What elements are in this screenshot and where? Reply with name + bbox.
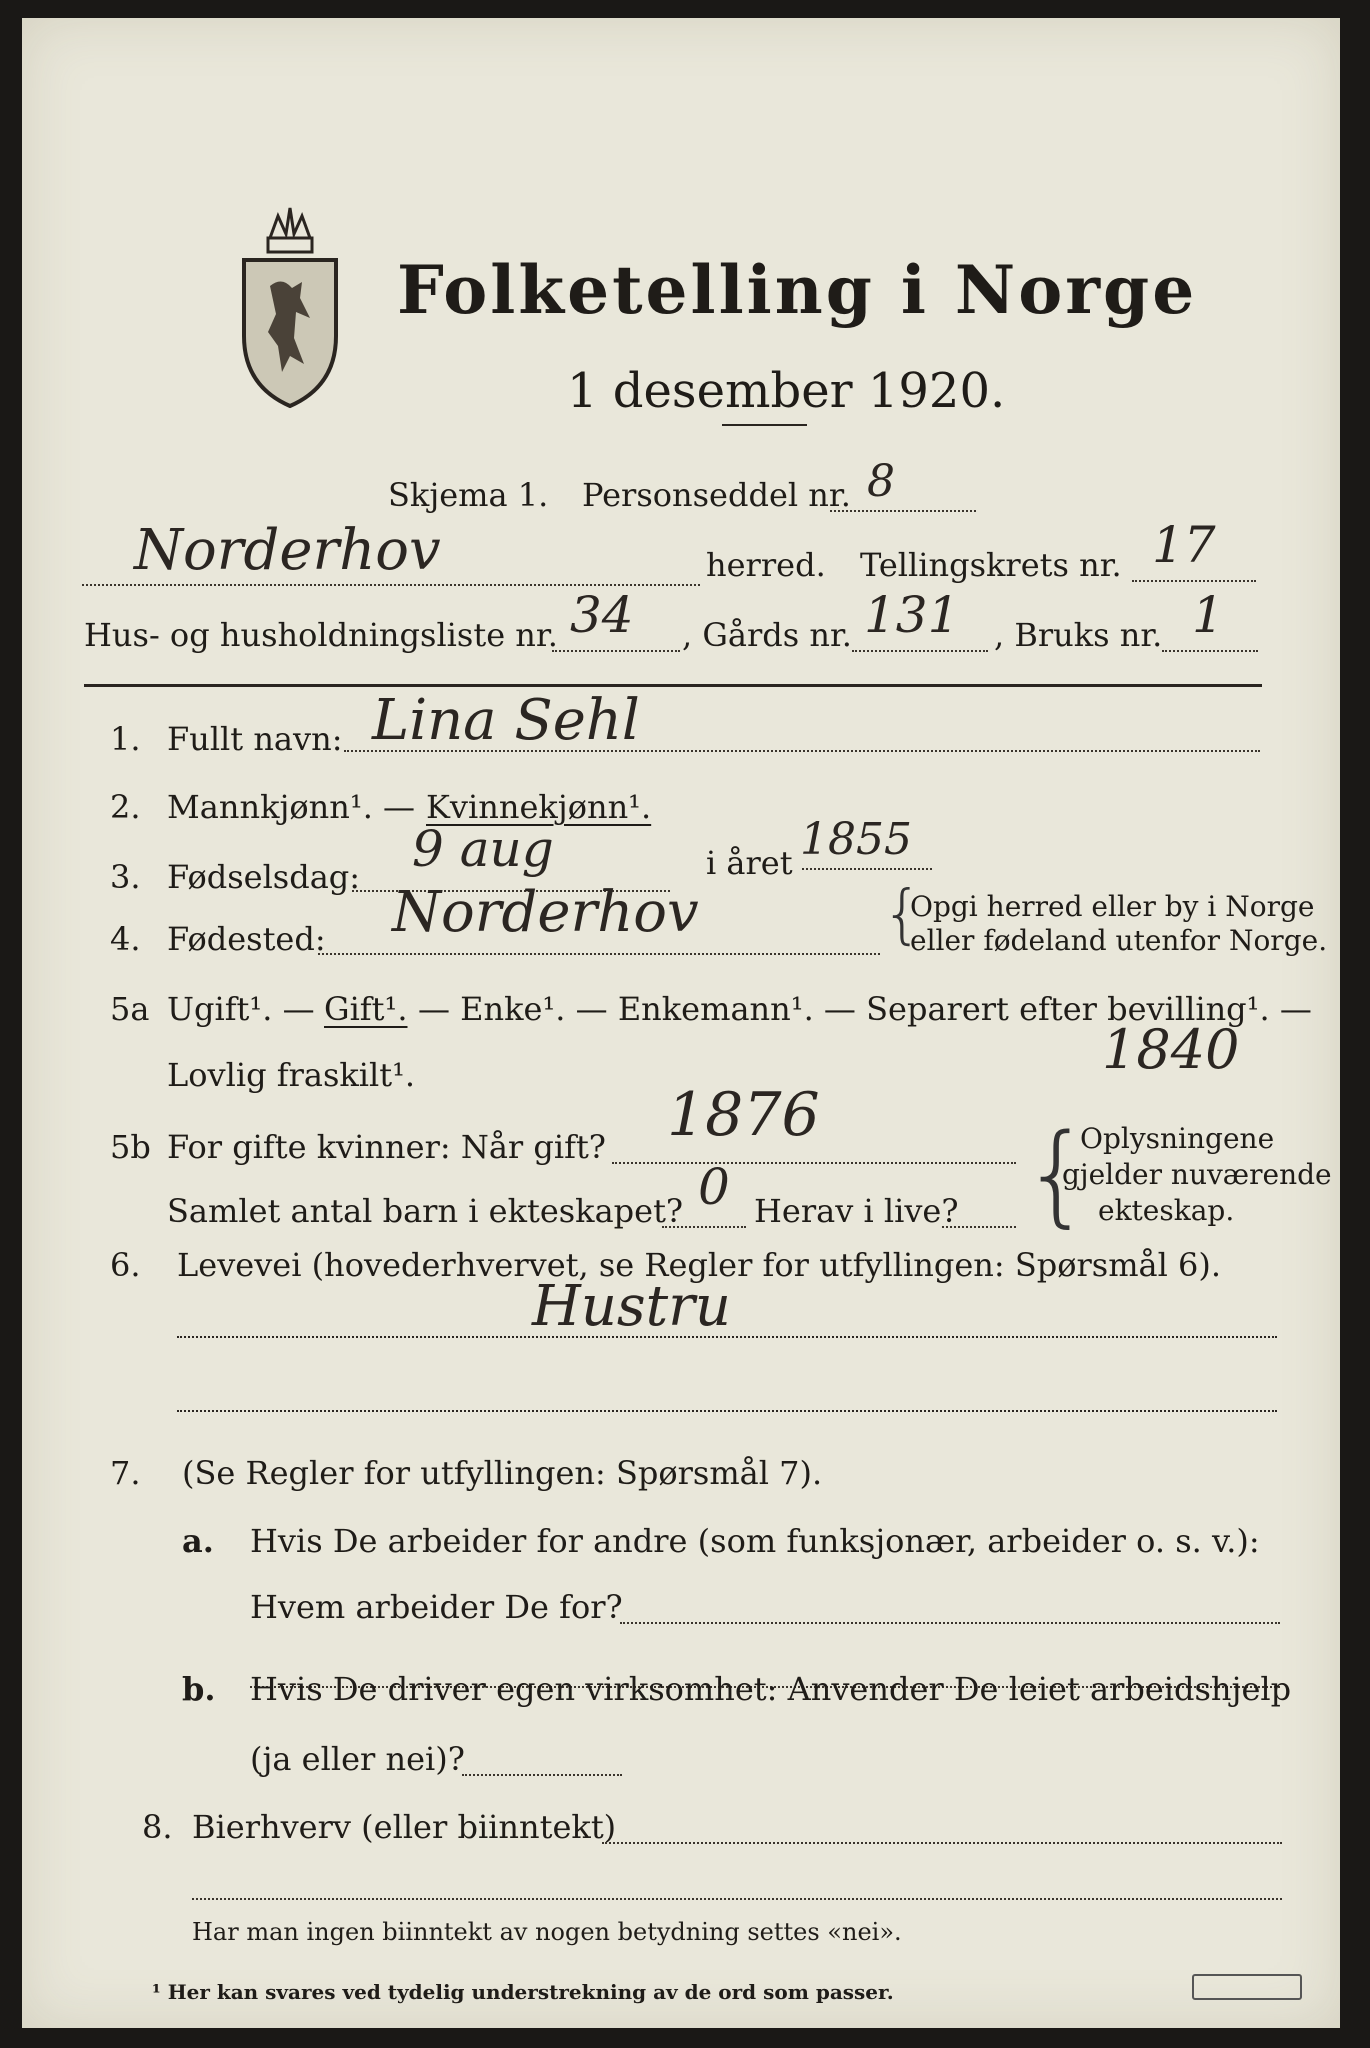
q7b-letter: b.: [182, 1670, 216, 1708]
census-form-sheet: [22, 18, 1340, 2028]
q3-number: 3.: [110, 858, 141, 896]
footnote: ¹ Her kan svares ved tydelig understrekning av de ord som passer.: [152, 1980, 894, 2004]
q2-number: 2.: [110, 788, 141, 826]
tellingskrets-label: Tellingskrets nr.: [860, 546, 1122, 584]
tellingskrets-value[interactable]: 17: [1152, 516, 1216, 574]
q6-number: 6.: [110, 1246, 141, 1284]
q5b-brace: {: [1022, 1110, 1092, 1238]
q5b-note-line1: Oplysningene: [1080, 1122, 1275, 1155]
q7-label: (Se Regler for utfyllingen: Spørsmål 7).: [182, 1454, 823, 1492]
birthplace-value[interactable]: Norderhov: [392, 880, 699, 945]
q5a-number: 5a: [110, 990, 150, 1028]
q3-label: Fødselsdag:: [167, 858, 361, 896]
q1-number: 1.: [110, 720, 141, 758]
q7-number: 7.: [110, 1454, 141, 1492]
q4-brace: {: [882, 878, 923, 952]
title-divider: [722, 424, 807, 426]
q6-label: Levevei (hovederhvervet, se Regler for utfyllingen: Spørsmål 6).: [177, 1246, 1222, 1284]
fraskilt-option[interactable]: Lovlig fraskilt¹.: [167, 1056, 416, 1094]
q7a-text: Hvis De arbeider for andre (som funksjonær, arbeider o. s. v.):: [250, 1522, 1260, 1560]
personseddel-value[interactable]: 8: [867, 456, 895, 507]
q1-label: Fullt navn:: [167, 720, 343, 758]
margin-note: 1840: [1102, 1018, 1240, 1081]
q5b-note-line2: gjelder nuværende: [1062, 1158, 1332, 1191]
male-option[interactable]: Mannkjønn¹. —: [167, 788, 416, 826]
female-option[interactable]: Kvinnekjønn¹.: [426, 788, 652, 826]
gards-value[interactable]: 131: [864, 586, 960, 644]
q7b-question: (ja eller nei)?: [250, 1740, 465, 1778]
q7a-letter: a.: [182, 1522, 214, 1560]
husliste-label: Hus- og husholdningsliste nr.: [84, 616, 558, 654]
q7a-question: Hvem arbeider De for?: [250, 1588, 623, 1626]
q8-number: 8.: [142, 1808, 173, 1846]
year-label: i året: [706, 844, 793, 882]
birthday-value[interactable]: 9 aug: [412, 820, 554, 878]
married-when-label: For gifte kvinner: Når gift?: [167, 1128, 606, 1166]
q4-note-line1: Opgi herred eller by i Norge: [910, 890, 1315, 923]
printer-stamp: [1192, 1974, 1302, 2000]
side-income-field[interactable]: [602, 1842, 1282, 1844]
ugift-option[interactable]: Ugift¹. —: [167, 990, 315, 1028]
marital-other-options[interactable]: — Enke¹. — Enkemann¹. — Separert efter bevilling¹. —: [418, 990, 1312, 1028]
q4-label: Fødested:: [167, 920, 326, 958]
children-value[interactable]: 0: [698, 1158, 730, 1216]
birth-year-value[interactable]: 1855: [800, 814, 912, 865]
q4-number: 4.: [110, 920, 141, 958]
q5b-note-line3: ekteskap.: [1098, 1194, 1235, 1227]
alive-label: Herav i live?: [754, 1192, 959, 1230]
herred-label: herred.: [706, 546, 826, 584]
header-divider: [84, 684, 1262, 687]
norway-coat-of-arms-icon: [230, 196, 350, 416]
skjema-label: Skjema 1.: [388, 476, 549, 514]
bruks-label: , Bruks nr.: [994, 616, 1163, 654]
bruks-value[interactable]: 1: [1192, 586, 1224, 644]
husliste-value[interactable]: 34: [570, 586, 634, 644]
employer-field[interactable]: [620, 1622, 1280, 1624]
footer-note: Har man ingen biinntekt av nogen betydning settes «nei».: [192, 1918, 902, 1946]
q7b-text: Hvis De driver egen virksomhet: Anvender De leiet arbeidshjelp: [250, 1670, 1292, 1708]
gift-option[interactable]: Gift¹.: [324, 990, 408, 1028]
q8-label: Bierhverv (eller biinntekt): [192, 1808, 617, 1846]
married-year-value[interactable]: 1876: [667, 1080, 820, 1150]
form-date: 1 desember 1920.: [567, 363, 1006, 419]
occupation-value[interactable]: Hustru: [532, 1274, 731, 1339]
personseddel-label: Personseddel nr.: [582, 476, 851, 514]
form-title: Folketelling i Norge: [397, 251, 1198, 329]
children-label: Samlet antal barn i ekteskapet?: [167, 1192, 684, 1230]
hired-help-field[interactable]: [462, 1774, 622, 1776]
full-name-value[interactable]: Lina Sehl: [372, 688, 640, 753]
herred-value[interactable]: Norderhov: [134, 518, 441, 583]
gards-label: , Gårds nr.: [682, 616, 852, 654]
q4-note-line2: eller fødeland utenfor Norge.: [910, 924, 1328, 957]
q5b-number: 5b: [110, 1128, 151, 1166]
